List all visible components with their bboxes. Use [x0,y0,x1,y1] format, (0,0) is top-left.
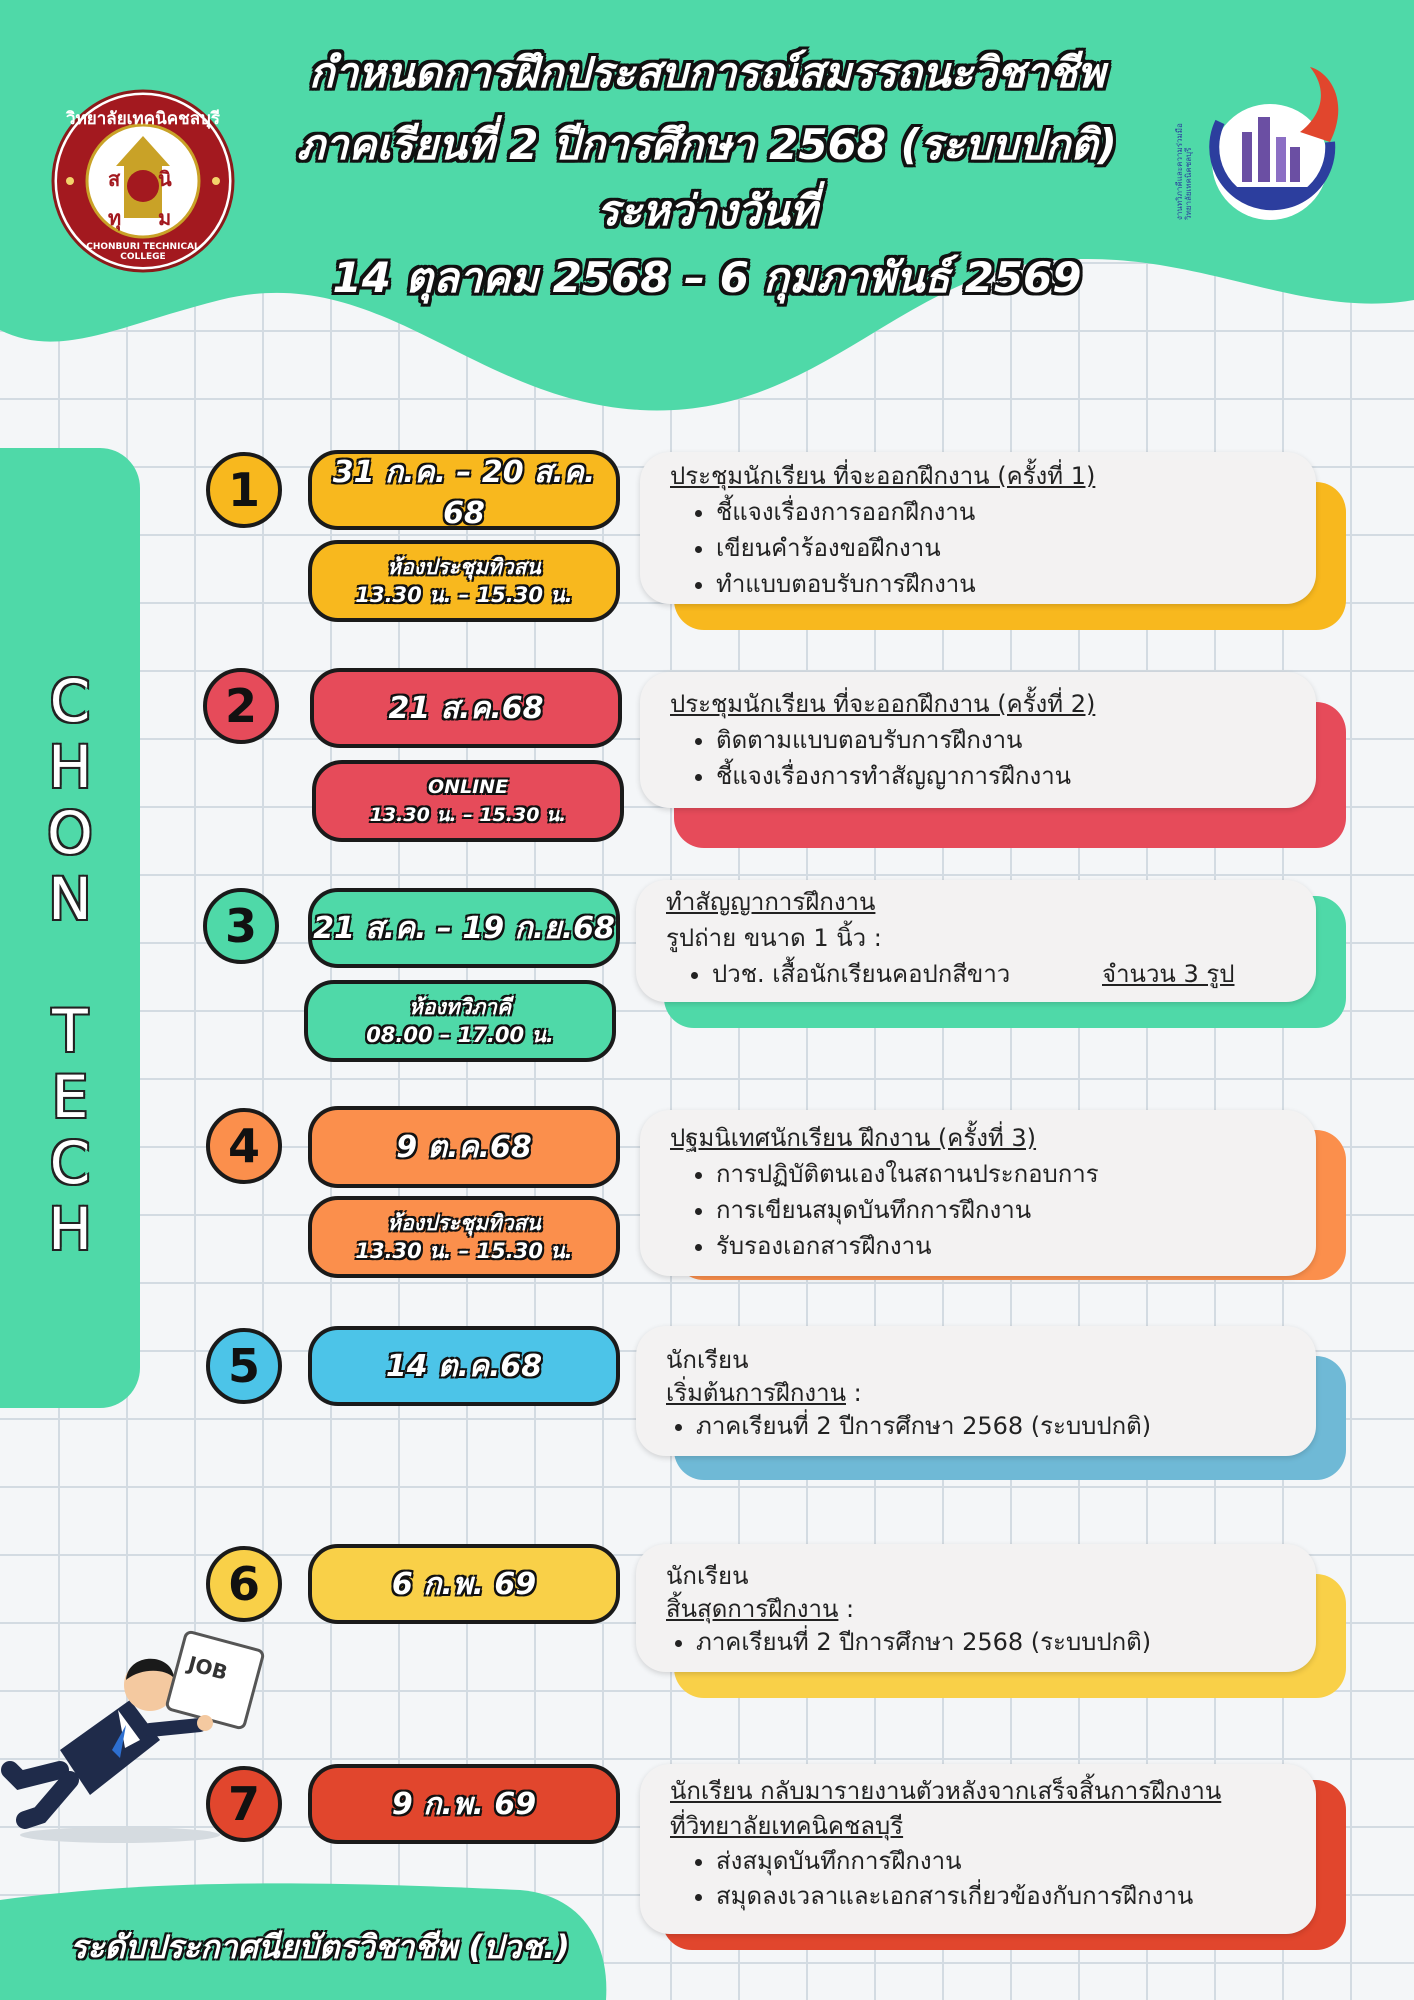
step-title: เริ่มต้นการฝึกงาน [666,1379,846,1407]
venue-name: ห้องทวิภาคี [408,995,512,1019]
step-title: ประชุมนักเรียน ที่จะออกฝึกงาน (ครั้งที่ 1) [670,462,1096,490]
step-venue [308,1196,620,1278]
step-title: ทำสัญญาการฝึกงาน [666,888,876,916]
logo-left-subtext: CHONBURI TECHNICAL COLLEGE [86,242,200,262]
step-bullet: • ชี้แจงเรื่องการทำสัญญาการฝึกงาน [716,758,1286,794]
venue-time: 08.00 – 17.00 น. [366,1023,554,1047]
venue-time: 13.30 น. – 15.30 น. [355,1239,573,1263]
logo-left-letter: ทุ [108,206,122,230]
step-title: ประชุมนักเรียน ที่จะออกฝึกงาน (ครั้งที่ 2) [670,690,1096,718]
step-number: 3 [203,888,279,964]
step-number: 6 [206,1546,282,1622]
page-title-line-3: ระหว่างวันที่ [596,186,818,235]
logo-left-letter: ส [108,167,121,191]
step-bullet: • ภาคเรียนที่ 2 ปีการศึกษา 2568 (ระบบปกติ) [696,1410,1286,1443]
step-bullet: • เขียนคำร้องขอฝึกงาน [716,530,1286,566]
step-bullet: • ทำแบบตอบรับการฝึกงาน [716,566,1286,602]
step-bullet: • ติดตามแบบตอบรับการฝึกงาน [716,722,1286,758]
step-card: นักเรียน สิ้นสุดการฝึกงาน : • ภาคเรียนที่ 2 ปีการศึกษา 2568 (ระบบปกติ) [636,1544,1316,1672]
venue-name: ห้องประชุมทิวสน [387,555,541,579]
step-card [640,452,1316,604]
step-date: 9 ก.พ. 69 [308,1764,620,1844]
step-bullet [712,956,1286,992]
logo-right-text: งานทวิภาคีและความร่วมมือ วิทยาลัยเทคนิคชลบุรี [1175,123,1193,220]
step-title-line-2: ที่วิทยาลัยเทคนิคชลบุรี [670,1812,904,1840]
logo-left-letter: ม [158,206,172,230]
step-title: สิ้นสุดการฝึกงาน [666,1595,839,1623]
logo-left-text: วิทยาลัยเทคนิคชลบุรี [66,109,220,129]
step-bullet: • ภาคเรียนที่ 2 ปีการศึกษา 2568 (ระบบปกติ) [696,1626,1286,1659]
step-card [640,672,1316,808]
logo-left-letter: นิ [158,167,172,191]
venue-name: ห้องประชุมทิวสน [387,1211,541,1235]
step-bullet: • รับรองเอกสารฝึกงาน [716,1228,1286,1264]
step-bullet: • สมุดลงเวลาและเอกสารเกี่ยวข้องกับการฝึกงาน [716,1879,1286,1914]
step-date: 21 ส.ค. – 19 ก.ย.68 [308,888,620,968]
step-date: 6 ก.พ. 69 [308,1544,620,1624]
step-date: 14 ต.ค.68 [308,1326,620,1406]
bullet-value: จำนวน 3 รูป [1102,960,1235,988]
step-bullet: • การปฏิบัติตนเองในสถานประกอบการ [716,1156,1286,1192]
step-date: 9 ต.ค.68 [308,1106,620,1188]
side-tab-text: C H O N T E C H [47,667,93,1263]
step-card: นักเรียน เริ่มต้นการฝึกงาน : • ภาคเรียนที่ 2 ปีการศึกษา 2568 (ระบบปกติ) [636,1326,1316,1456]
bullet-label: ปวช. เสื้อนักเรียนคอปกสีขาว [712,960,1011,988]
step-venue [308,540,620,622]
step-date: 31 ก.ค. – 20 ส.ค. 68 [308,450,620,530]
step-number: 2 [203,668,279,744]
step-date: 21 ส.ค.68 [310,668,622,748]
page-title-line-2: ภาคเรียนที่ 2 ปีการศึกษา 2568 (ระบบปกติ) [297,120,1117,169]
step-bullet: • การเขียนสมุดบันทึกการฝึกงาน [716,1192,1286,1228]
venue-time: 13.30 น. – 15.30 น. [355,583,573,607]
venue-name: ONLINE [427,776,509,798]
step-bullet: • ส่งสมุดบันทึกการฝึกงาน [716,1844,1286,1879]
step-line: รูปถ่าย ขนาด 1 นิ้ว : [666,924,882,952]
step-number: 7 [206,1766,282,1842]
step-title: นักเรียน กลับมารายงานตัวหลังจากเสร็จสิ้นการฝึกงาน [670,1777,1222,1805]
step-card [640,1110,1316,1276]
venue-time: 13.30 น. – 15.30 น. [369,804,567,826]
step-card [640,1764,1316,1934]
job-sign-text: JOB [185,1651,231,1685]
footer-text: ระดับประกาศนียบัตรวิชาชีพ (ปวช.) [70,1928,570,1966]
step-number: 1 [206,452,282,528]
step-venue [312,760,624,842]
step-number: 5 [206,1328,282,1404]
step-bullet: • ชี้แจงเรื่องการออกฝึกงาน [716,494,1286,530]
step-venue [304,980,616,1062]
page-title-line-4: 14 ตุลาคม 2568 – 6 กุมภาพันธ์ 2569 [332,253,1082,302]
step-title: ปฐมนิเทศนักเรียน ฝึกงาน (ครั้งที่ 3) [670,1124,1037,1152]
step-number: 4 [206,1108,282,1184]
step-card [636,880,1316,1002]
step-line: นักเรียน [666,1562,749,1590]
step-line: นักเรียน [666,1346,749,1374]
page-title-line-1: กำหนดการฝึกประสบการณ์สมรรถนะวิชาชีพ [309,48,1105,97]
